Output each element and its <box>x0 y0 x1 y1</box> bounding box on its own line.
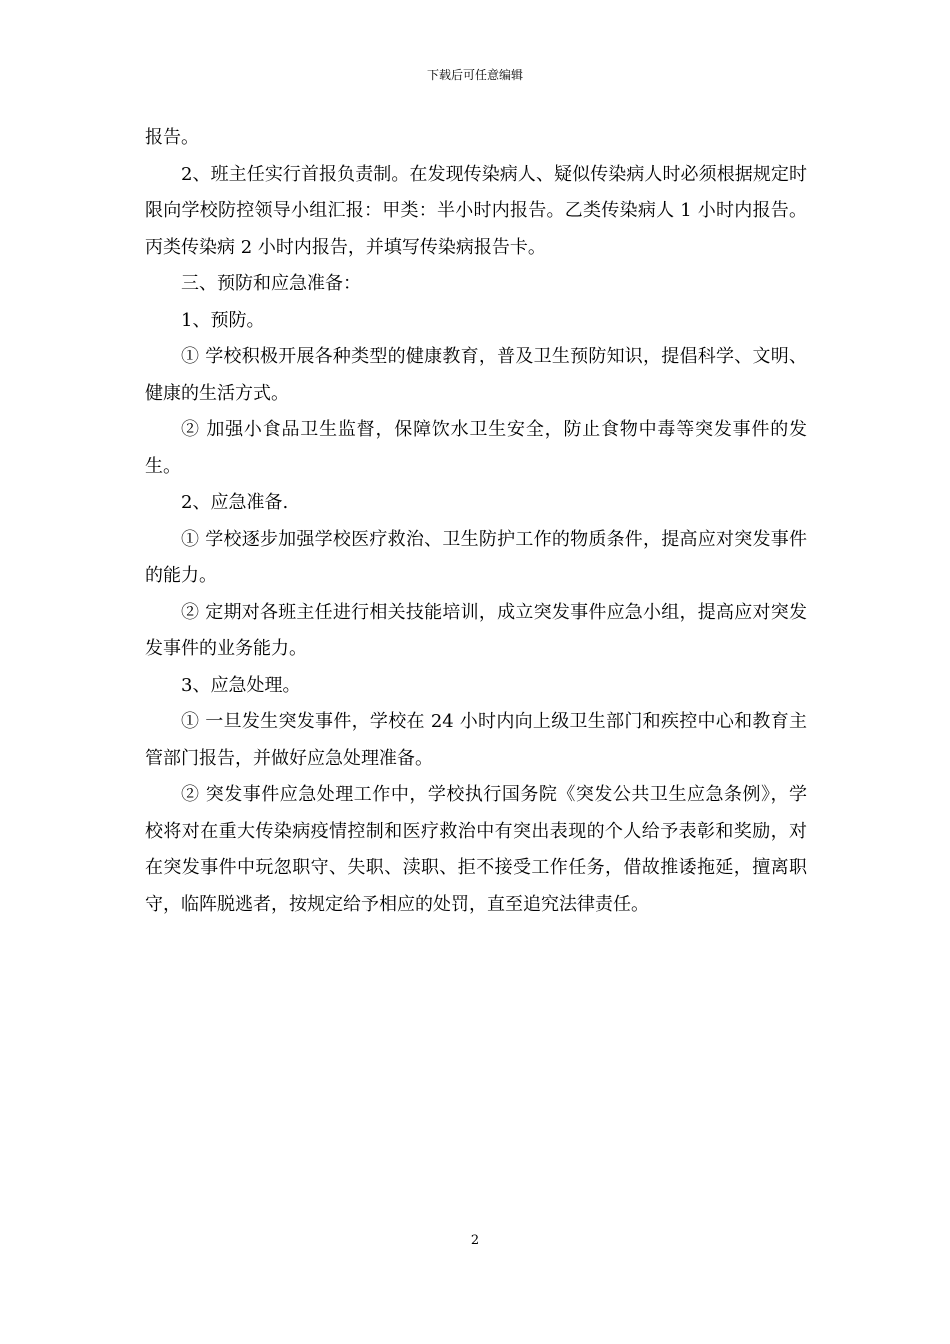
paragraph-reporting-responsibility: 2、班主任实行首报负责制。在发现传染病人、疑似传染病人时必须根据规定时限向学校防控领导小组汇报：甲类：半小时内报告。乙类传染病人 1 小时内报告。丙类传染病 2 小时内报告，并填写传染病报告卡。 <box>145 163 807 258</box>
paragraph-continuation: 报告。 <box>145 127 199 148</box>
page-header: 下载后可任意编辑 <box>426 68 523 82</box>
section-heading-prevention: 三、预防和应急准备： <box>181 273 361 294</box>
paragraph-regulations: ② 突发事件应急处理工作中，学校执行国务院《突发公共卫生应急条例》，学校将对在重大传染病疫情控制和医疗救治中有突出表现的个人给予表彰和奖励，对在突发事件中玩忽职守、失职、渎职、拒不接受工作任务，借故推诿拖延，擅离职守，临阵脱逃者，按规定给予相应的处罚，直至追究法律责任。 <box>145 784 807 915</box>
subheading-emergency-preparation: 2、应急准备. <box>181 492 289 513</box>
paragraph-health-education: ① 学校积极开展各种类型的健康教育，普及卫生预防知识，提倡科学、文明、健康的生活方式。 <box>145 346 807 404</box>
paragraph-food-safety: ② 加强小食品卫生监督，保障饮水卫生安全，防止食物中毒等突发事件的发生。 <box>145 419 807 477</box>
paragraph-24h-report: ① 一旦发生突发事件，学校在 24 小时内向上级卫生部门和疾控中心和教育主管部门报告，并做好应急处理准备。 <box>145 711 807 769</box>
subheading-emergency-handling: 3、应急处理。 <box>181 674 301 696</box>
page-number: 2 <box>470 1233 480 1248</box>
document-body <box>145 120 807 923</box>
subheading-prevention: 1、预防。 <box>181 309 265 331</box>
paragraph-medical-conditions: ① 学校逐步加强学校医疗救治、卫生防护工作的物质条件，提高应对突发事件的能力。 <box>145 528 807 586</box>
paragraph-training: ② 定期对各班主任进行相关技能培训，成立突发事件应急小组，提高应对突发发事件的业务能力。 <box>145 601 807 659</box>
